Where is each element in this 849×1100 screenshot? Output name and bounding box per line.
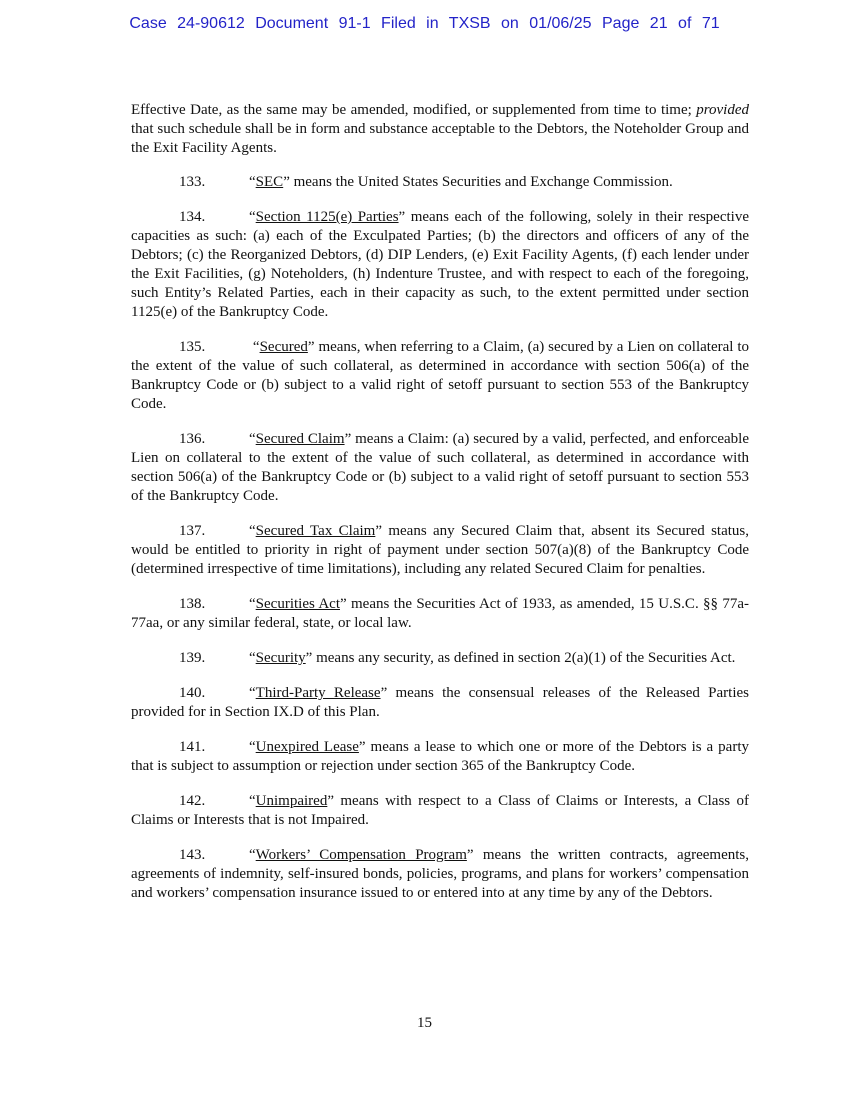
intro-lead: Effective Date, as the same may be amended, modified, or supplemented from time to time;: [131, 102, 697, 118]
definition-text: means any security, as defined in section 2(a)(1) of the Securities Act.: [312, 650, 736, 666]
definition-number: 137.: [179, 523, 206, 539]
definition-number: 133.: [179, 174, 206, 190]
definition-number: 140.: [179, 685, 206, 701]
defined-term: SEC: [255, 174, 284, 190]
definition-paragraph: 136. “Secured Claim” means a Claim: (a) secured by a valid, perfected, and enforceable Lien on collateral to the extent of the value of such collateral, as determined in accordance with section 506(a) of the Bankruptcy Code or (b) subject to a valid right of setoff pursuant to section 553 of the Bankruptcy Code.: [131, 431, 749, 504]
definition-paragraph: 143. “Workers’ Compensation Program” means the written contracts, agreements, agreements of indemnity, self-insured bonds, policies, programs, and plans for workers’ compensation and workers’ compensation insurance issued to or entered into at any time by any of the Debtors.: [131, 847, 749, 901]
page-number: 15: [417, 1015, 432, 1031]
definition-paragraph: 138. “Securities Act” means the Securities Act of 1933, as amended, 15 U.S.C. §§ 77a-77aa, or any similar federal, state, or local law.: [131, 596, 750, 631]
intro-italic: provided: [696, 102, 749, 118]
document-body: [131, 101, 749, 919]
defined-term: Secured Tax Claim: [255, 523, 376, 539]
definition-text: means a lease to which one or more of the Debtors is a party that is subject to assumption or rejection under section 365 of the Bankruptcy Code.: [131, 739, 749, 774]
definition-paragraph: 142. “Unimpaired” means with respect to a Class of Claims or Interests, a Class of Claims or Interests that is not Impaired.: [131, 793, 749, 828]
definition-text: means, when referring to a Claim, (a) secured by a Lien on collateral to the extent of the value of such collateral, as determined in accordance with section 506(a) of the Bankruptcy Code or (b) subject to a valid right of setoff pursuant to section 553 of the Bankruptcy Code.: [131, 339, 749, 412]
definition-number: 141.: [179, 739, 206, 755]
definition-paragraph: 139. “Security” means any security, as defined in section 2(a)(1) of the Securities Act.: [131, 649, 749, 668]
definition-text: means the consensual releases of the Released Parties provided for in Section IX.D of this Plan.: [131, 685, 750, 720]
defined-term: Unimpaired: [255, 793, 328, 809]
defined-term: Security: [255, 650, 306, 666]
definition-text: means the United States Securities and Exchange Commission.: [289, 174, 673, 190]
definition-text: means any Secured Claim that, absent its Secured status, would be entitled to priority in right of payment under section 507(a)(8) of the Bankruptcy Code (determined irrespective of time limitations), including any related Secured Claim for penalties.: [131, 523, 750, 577]
defined-term: Secured: [259, 339, 308, 355]
defined-term: Workers’ Compensation Program: [255, 847, 467, 863]
court-filing-header: Case 24-90612 Document 91-1 Filed in TXSB on 01/06/25 Page 21 of 71: [129, 15, 720, 32]
defined-term: Securities Act: [255, 596, 340, 612]
definition-number: 136.: [179, 431, 206, 447]
definition-number: 143.: [179, 847, 206, 863]
definition-paragraph: 133. “SEC” means the United States Securities and Exchange Commission.: [131, 173, 749, 192]
definition-paragraph: 140. “Third-Party Release” means the consensual releases of the Released Parties provided for in Section IX.D of this Plan.: [131, 685, 750, 720]
intro-paragraph: [131, 101, 749, 158]
definition-paragraph: 137. “Secured Tax Claim” means any Secured Claim that, absent its Secured status, would be entitled to priority in right of payment under section 507(a)(8) of the Bankruptcy Code (determined irrespective of time limitations), including any related Secured Claim for penalties.: [131, 523, 750, 577]
definition-number: 135.: [179, 339, 206, 355]
defined-term: Section 1125(e) Parties: [255, 209, 399, 225]
defined-term: Third-Party Release: [255, 685, 381, 701]
definition-paragraph: 141. “Unexpired Lease” means a lease to which one or more of the Debtors is a party that is subject to assumption or rejection under section 365 of the Bankruptcy Code.: [131, 739, 749, 774]
definition-text: means the Securities Act of 1933, as amended, 15 U.S.C. §§ 77a-77aa, or any similar federal, state, or local law.: [131, 596, 750, 631]
definition-text: means each of the following, solely in their respective capacities as such: (a) each of the Exculpated Parties; (b) the directors and officers of any of the Debtors; (c) the Reorganized Debtors, (d) DIP Lenders, (e) Exit Facility Agents, (f) each lender under the Exit Facilities, (g) Noteholders, (h) Indenture Trustee, and with respect to each of the foregoing, such Entity’s Related Parties, each in their capacity as such, to the extent permitted under section 1125(e) of the Bankruptcy Code.: [131, 209, 749, 320]
definition-number: 134.: [179, 209, 206, 225]
definition-number: 139.: [179, 650, 206, 666]
definition-paragraph: 134. “Section 1125(e) Parties” means each of the following, solely in their respective capacities as such: (a) each of the Exculpated Parties; (b) the directors and officers of any of the Debtors; (c) the Reorganized Debtors, (d) DIP Lenders, (e) Exit Facility Agents, (f) each lender under the Exit Facilities, (g) Noteholders, (h) Indenture Trustee, and with respect to each of the foregoing, such Entity’s Related Parties, each in their capacity as such, to the extent permitted under section 1125(e) of the Bankruptcy Code.: [131, 209, 749, 320]
intro-rest: that such schedule shall be in form and substance acceptable to the Debtors, the Noteholder Group and the Exit Facility Agents.: [131, 121, 749, 156]
definition-number: 138.: [179, 596, 206, 612]
definition-number: 142.: [179, 793, 206, 809]
defined-term: Secured Claim: [255, 431, 345, 447]
definition-text: means with respect to a Class of Claims or Interests, a Class of Claims or Interests that is not Impaired.: [131, 793, 749, 828]
definition-text: means the written contracts, agreements, agreements of indemnity, self-insured bonds, policies, programs, and plans for workers’ compensation and workers’ compensation insurance issued to or entered into at any time by any of the Debtors.: [131, 847, 749, 901]
definition-paragraph: 135. “Secured” means, when referring to a Claim, (a) secured by a Lien on collateral to the extent of the value of such collateral, as determined in accordance with section 506(a) of the Bankruptcy Code or (b) subject to a valid right of setoff pursuant to section 553 of the Bankruptcy Code.: [131, 339, 749, 412]
definition-text: means a Claim: (a) secured by a valid, perfected, and enforceable Lien on collateral to the extent of the value of such collateral, as determined in accordance with section 506(a) of the Bankruptcy Code or (b) subject to a valid right of setoff pursuant to section 553 of the Bankruptcy Code.: [131, 431, 749, 504]
defined-term: Unexpired Lease: [255, 739, 359, 755]
